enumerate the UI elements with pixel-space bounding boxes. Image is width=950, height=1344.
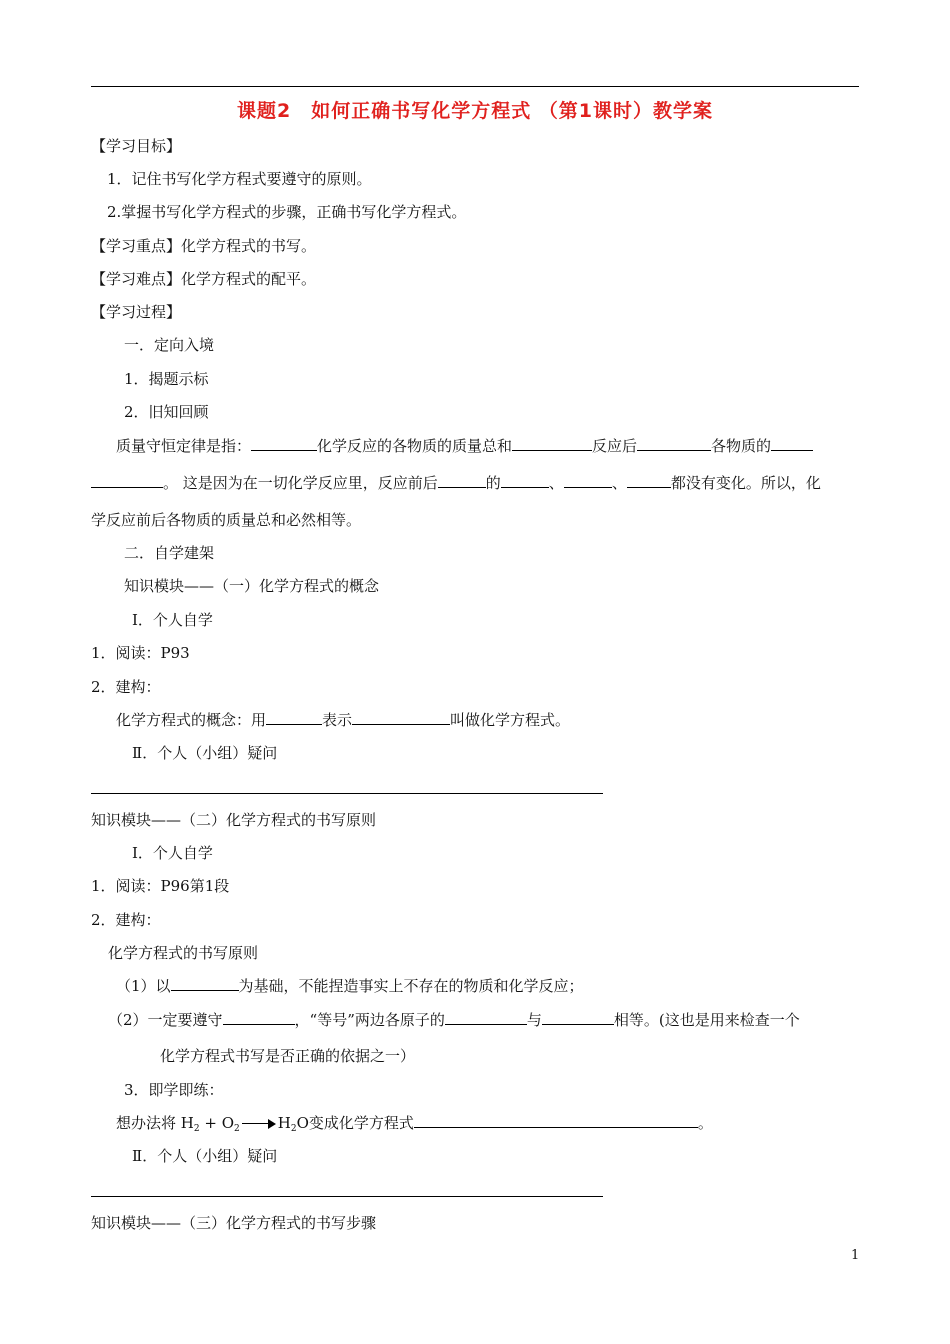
principle-2-cont: 化学方程式书写是否正确的依据之一）: [160, 1047, 416, 1065]
separator: 、: [611, 474, 627, 492]
objective-1: 1．记住书写化学方程式要遵守的原则。: [107, 170, 372, 188]
m2-self-study: Ⅰ．个人自学: [132, 844, 213, 862]
principle-2-text-c: 与: [526, 1011, 542, 1029]
practice-end: 。: [697, 1114, 713, 1132]
answer-line[interactable]: [91, 793, 603, 794]
review-line-2: [91, 473, 821, 493]
subscript: 2: [290, 1124, 297, 1134]
review-text-f: 的: [485, 474, 501, 492]
principle-2: [108, 1010, 800, 1030]
process-heading: 【学习过程】: [91, 303, 182, 321]
focus-line: 【学习重点】化学方程式的书写。: [91, 237, 317, 255]
objective-2: 2.掌握书写化学方程式的步骤，正确书写化学方程式。: [107, 203, 467, 221]
subscript: 2: [193, 1124, 200, 1134]
principle-2-text-b: ，“等号”两边各原子的: [294, 1011, 445, 1029]
plus-sign: +: [199, 1114, 222, 1132]
fill-blank[interactable]: [414, 1113, 698, 1128]
fill-blank[interactable]: [564, 473, 612, 488]
formula-h2o: [278, 1114, 309, 1132]
module-2-heading: 知识模块——（二）化学方程式的书写原则: [91, 811, 377, 829]
page-title: 课题2 如何正确书写化学方程式 （第1课时）教学案: [236, 100, 714, 122]
practice-text-a: 想办法将: [116, 1114, 181, 1132]
formula-h2: [181, 1114, 200, 1132]
s1-item-1: 1．揭题示标: [124, 370, 209, 388]
fill-blank[interactable]: [501, 473, 549, 488]
h-symbol: H: [277, 1114, 291, 1132]
fill-blank[interactable]: [637, 436, 711, 451]
fill-blank[interactable]: [445, 1010, 527, 1025]
review-line-1: [116, 436, 813, 456]
section-1-heading: 一．定向入境: [124, 336, 215, 354]
m1-read: 1．阅读：P93: [91, 644, 190, 662]
m2-question: Ⅱ．个人（小组）疑问: [132, 1147, 278, 1165]
review-text-a: 质量守恒定律是指：: [116, 437, 252, 455]
review-text-b: 化学反应的各物质的质量总和: [317, 437, 513, 455]
concept-text-c: 叫做化学方程式。: [450, 711, 571, 729]
review-line-3: 学反应前后各物质的质量总和必然相等。: [91, 511, 362, 529]
fill-blank[interactable]: [438, 473, 486, 488]
fill-blank[interactable]: [223, 1010, 295, 1025]
principle-1-text-a: （1）以: [116, 977, 171, 995]
fill-blank[interactable]: [171, 976, 239, 991]
principles-heading: 化学方程式的书写原则: [108, 944, 259, 962]
review-text-g: 都没有变化。所以，化: [670, 474, 821, 492]
concept-text-a: 化学方程式的概念：用: [116, 711, 267, 729]
m1-build: 2．建构：: [91, 678, 161, 696]
o-symbol: O: [296, 1114, 309, 1132]
practice-line: [116, 1113, 713, 1139]
m1-question: Ⅱ．个人（小组）疑问: [132, 744, 278, 762]
m1-self-study: Ⅰ．个人自学: [132, 611, 213, 629]
reaction-arrow-icon: [242, 1119, 276, 1129]
s1-item-2: 2．旧知回顾: [124, 403, 209, 421]
o-symbol: O: [221, 1114, 235, 1132]
answer-line[interactable]: [91, 1196, 603, 1197]
subscript: 2: [234, 1124, 240, 1134]
top-rule: [91, 86, 859, 87]
review-text-d: 各物质的: [711, 437, 772, 455]
fill-blank[interactable]: [771, 436, 813, 451]
practice-text-b: 变成化学方程式: [308, 1114, 414, 1132]
formula-o2: [222, 1114, 240, 1132]
principle-2-text-a: （2）一定要遵守: [108, 1011, 223, 1029]
principle-2-text-d: 相等。(这也是用来检查一个: [613, 1011, 800, 1029]
principle-1-text-b: 为基础，不能捏造事实上不存在的物质和化学反应；: [238, 977, 584, 995]
fill-blank[interactable]: [251, 436, 317, 451]
m2-build: 2．建构：: [91, 911, 161, 929]
difficulty-line: 【学习难点】化学方程式的配平。: [91, 270, 317, 288]
h-symbol: H: [180, 1114, 194, 1132]
separator: 、: [548, 474, 564, 492]
fill-blank[interactable]: [91, 473, 163, 488]
section-2-heading: 二．自学建架: [124, 544, 215, 562]
principle-1: [116, 976, 584, 996]
page-number: 1: [851, 1248, 860, 1263]
fill-blank[interactable]: [512, 436, 592, 451]
review-text-c: 反应后: [592, 437, 638, 455]
concept-line: [116, 710, 570, 730]
fill-blank[interactable]: [627, 473, 671, 488]
fill-blank[interactable]: [352, 710, 450, 725]
module-1-heading: 知识模块——（一）化学方程式的概念: [124, 577, 380, 595]
review-text-e: 。 这是因为在一切化学反应里，反应前后: [163, 474, 438, 492]
concept-text-b: 表示: [322, 711, 353, 729]
fill-blank[interactable]: [542, 1010, 614, 1025]
practice-heading: 3．即学即练：: [124, 1081, 224, 1099]
module-3-heading: 知识模块——（三）化学方程式的书写步骤: [91, 1214, 377, 1232]
fill-blank[interactable]: [266, 710, 322, 725]
objectives-heading: 【学习目标】: [91, 137, 182, 155]
m2-read: 1．阅读：P96第1段: [91, 877, 230, 895]
